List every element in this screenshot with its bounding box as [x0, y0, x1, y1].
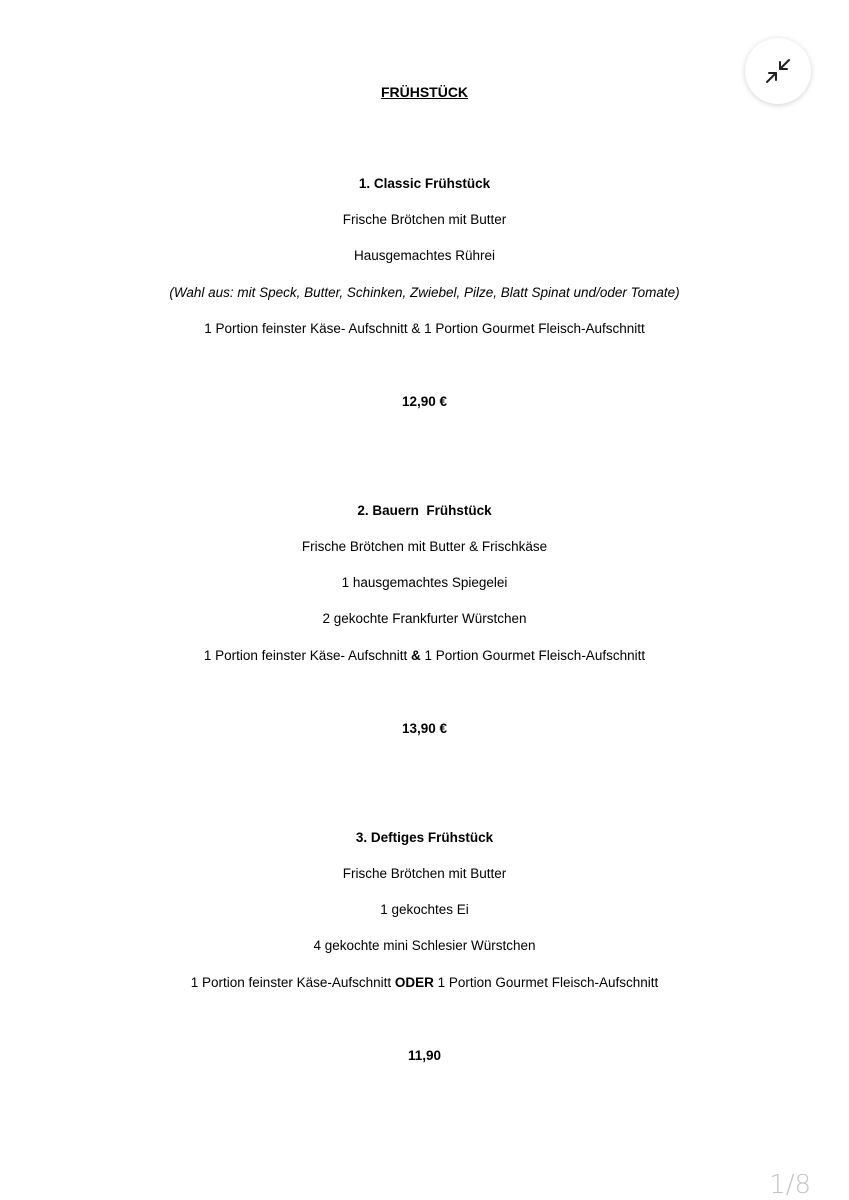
- section-2-item-4: [0, 646, 849, 666]
- section-3-item-4: [0, 973, 849, 993]
- section-2-item-2: 1 hausgemachtes Spiegelei: [341, 575, 508, 590]
- section-2-heading: 2. Bauern Frühstück: [357, 503, 492, 518]
- section-3-item-4-conj: ODER: [394, 975, 434, 990]
- section-1-item-4-conj: &: [411, 321, 421, 336]
- section-1-item-2: Hausgemachtes Rührei: [353, 248, 496, 263]
- section-2-item-4-conj: &: [411, 648, 421, 663]
- section-2-item-4-part-b: 1 Portion Gourmet Fleisch-Aufschnitt: [420, 648, 646, 663]
- section-2-price: 13,90 €: [401, 721, 448, 736]
- section-3-heading: 3. Deftiges Frühstück: [355, 830, 494, 845]
- collapse-arrows-icon: [764, 57, 792, 85]
- section-3-item-3: 4 gekochte mini Schlesier Würstchen: [313, 938, 536, 953]
- section-1-item-4: [0, 319, 849, 339]
- section-1-item-1: Frische Brötchen mit Butter: [342, 212, 507, 227]
- section-3-item-2: 1 gekochtes Ei: [380, 902, 469, 917]
- section-1-item-4-part-a: 1 Portion feinster Käse- Aufschnitt: [204, 321, 412, 336]
- section-2-item-4-part-a: 1 Portion feinster Käse- Aufschnitt: [203, 648, 411, 663]
- page-title: FRÜHSTÜCK: [380, 84, 469, 100]
- section-1-heading: 1. Classic Frühstück: [358, 176, 491, 191]
- section-2-item-1: Frische Brötchen mit Butter & Frischkäse: [301, 539, 548, 554]
- page-indicator: 1/8: [769, 1170, 811, 1200]
- section-3-price: 11,90: [407, 1048, 442, 1063]
- section-1-item-4-part-b: 1 Portion Gourmet Fleisch-Aufschnitt: [420, 321, 645, 336]
- collapse-button[interactable]: [745, 38, 811, 104]
- section-2-item-3: 2 gekochte Frankfurter Würstchen: [322, 611, 527, 626]
- section-1-price: 12,90 €: [401, 394, 448, 409]
- section-3-item-1: Frische Brötchen mit Butter: [342, 866, 507, 881]
- section-1-item-3: (Wahl aus: mit Speck, Butter, Schinken, Zwiebel, Pilze, Blatt Spinat und/oder Tomate): [169, 285, 680, 300]
- section-3-item-4-part-a: 1 Portion feinster Käse-Aufschnitt: [190, 975, 395, 990]
- section-3-item-4-part-b: 1 Portion Gourmet Fleisch-Aufschnitt: [433, 975, 659, 990]
